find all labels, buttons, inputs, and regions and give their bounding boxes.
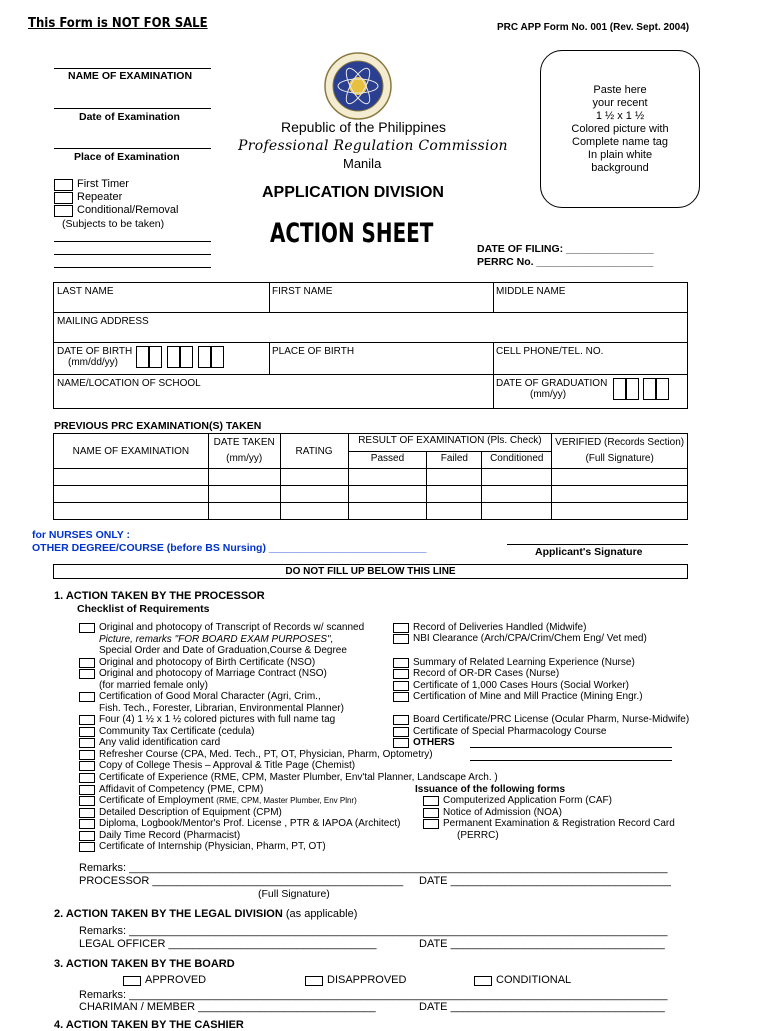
checkbox[interactable] [79, 785, 95, 795]
exam-date-line[interactable] [54, 108, 211, 109]
exam-place-line[interactable] [54, 148, 211, 149]
perrc-number[interactable]: PERRC No. ____________________ [477, 256, 654, 268]
checkbox[interactable] [79, 773, 95, 783]
photo-instruction: Colored picture with [571, 123, 669, 135]
issuance-item[interactable]: Permanent Examination & Registration Record Card (PERRC) [423, 818, 675, 841]
graduation-label: DATE OF GRADUATION [496, 378, 608, 389]
checkbox[interactable] [393, 623, 409, 633]
col-date-taken: DATE TAKEN (mm/yy) [208, 434, 280, 469]
board-date-field[interactable]: DATE ___________________________________ [419, 1001, 665, 1013]
checkbox[interactable] [79, 819, 95, 829]
applicant-signature-label: Applicant's Signature [535, 546, 643, 558]
col-passed: Passed [348, 451, 427, 469]
checkbox[interactable] [79, 796, 95, 806]
school-field[interactable]: NAME/LOCATION OF SCHOOL [57, 378, 201, 389]
table-row[interactable] [54, 469, 688, 486]
legal-heading: 2. ACTION TAKEN BY THE LEGAL DIVISION (as applicable) [54, 908, 358, 920]
checkbox[interactable] [423, 796, 439, 806]
photo-box[interactable] [540, 50, 700, 208]
date-of-filing[interactable]: DATE OF FILING: _______________ [477, 243, 654, 255]
previous-exams-table [53, 433, 688, 520]
processor-remarks[interactable]: Remarks: ________________________________________________________________________________________ [79, 862, 668, 874]
issuance-item[interactable]: Computerized Application Form (CAF) [423, 795, 612, 807]
photo-instruction: Paste here [593, 84, 647, 96]
checklist-item[interactable]: Certificate of 1,000 Cases Hours (Social Worker) [393, 680, 629, 692]
issuance-title: Issuance of the following forms [415, 784, 566, 795]
mailing-address-field[interactable]: MAILING ADDRESS [57, 316, 149, 327]
cashier-heading: 4. ACTION TAKEN BY THE CASHIER [54, 1019, 244, 1031]
dob-digit-boxes[interactable] [136, 346, 224, 368]
conditional-option[interactable]: Conditional/Removal [54, 205, 179, 217]
checkbox[interactable] [393, 692, 409, 702]
checklist-item[interactable]: Original and photocopy of Marriage Contract (NSO) (for married female only) [79, 668, 327, 691]
subject-line-2[interactable] [54, 254, 211, 255]
checklist-item[interactable]: Original and photocopy of Birth Certificate (NSO) [79, 657, 315, 669]
subjects-label: (Subjects to be taken) [62, 218, 165, 230]
signature-line[interactable] [507, 544, 688, 545]
checklist-item[interactable]: Record of OR-DR Cases (Nurse) [393, 668, 559, 680]
legal-date-field[interactable]: DATE ___________________________________ [419, 938, 665, 950]
exam-name-label: NAME OF EXAMINATION [68, 70, 193, 82]
checkbox[interactable] [393, 634, 409, 644]
table-row[interactable] [54, 486, 688, 503]
repeater-option[interactable]: Repeater [54, 192, 122, 204]
first-timer-option[interactable]: First Timer [54, 179, 129, 191]
disapproved-checkbox[interactable] [305, 976, 323, 986]
first-name-field[interactable]: FIRST NAME [272, 286, 333, 297]
graduation-digit-boxes[interactable] [613, 378, 669, 400]
conditional-checkbox[interactable] [54, 205, 73, 217]
checkbox[interactable] [393, 681, 409, 691]
issuance-item[interactable]: Notice of Admission (NOA) [423, 807, 562, 819]
checklist-item[interactable]: Record of Deliveries Handled (Midwife) [393, 622, 586, 634]
col-exam-name: NAME OF EXAMINATION [54, 434, 209, 469]
checklist-item[interactable]: Original and photocopy of Transcript of Records w/ scanned Picture, remarks "FOR BOARD EXAM PURPOSES", Special Order and Date of Graduation,Course & Degree [79, 622, 364, 657]
checklist-item[interactable]: NBI Clearance (Arch/CPA/Crim/Chem Eng/ Vet med) [393, 633, 647, 645]
checklist-item[interactable]: Community Tax Certificate (cedula) [79, 726, 254, 738]
other-degree-field[interactable]: OTHER DEGREE/COURSE (before BS Nursing) ___________________________ [32, 542, 427, 554]
checklist-item[interactable]: Detailed Description of Equipment (CPM) [79, 807, 282, 819]
col-verified: VERIFIED (Records Section) (Full Signature) [552, 434, 688, 469]
checklist-item[interactable]: Refresher Course (CPA, Med. Tech., PT, OT, Physician, Pharm, Optometry) [79, 749, 433, 761]
action-sheet-title: ACTION SHEET [270, 218, 434, 249]
photo-instruction: background [591, 162, 649, 174]
checkbox[interactable] [79, 761, 95, 771]
col-conditioned: Conditioned [482, 451, 552, 469]
subject-line-3[interactable] [54, 267, 211, 268]
col-failed: Failed [427, 451, 482, 469]
approved-checkbox[interactable] [123, 976, 141, 986]
personal-info-box [53, 282, 688, 409]
checklist-item[interactable]: Any valid identification card [79, 737, 220, 749]
checklist-item[interactable]: Certificate of Employment (RME, CPM, Master Plumber, Env Plnr) [79, 795, 357, 807]
checklist-item[interactable]: Certification of Good Moral Character (Agri, Crim., Fish. Tech., Forester, Librarian, Environmental Planner) [79, 691, 344, 714]
checkbox[interactable] [79, 750, 95, 760]
board-heading: 3. ACTION TAKEN BY THE BOARD [54, 958, 235, 970]
conditional-board-checkbox[interactable] [474, 976, 492, 986]
division-label: APPLICATION DIVISION [262, 184, 444, 201]
legal-remarks[interactable]: Remarks: ________________________________________________________________________________________ [79, 925, 668, 937]
not-for-sale-notice: This Form is NOT FOR SALE [28, 16, 208, 31]
checklist-item[interactable]: Board Certificate/PRC License (Ocular Pharm, Nurse-Midwife) [393, 714, 689, 726]
last-name-field[interactable]: LAST NAME [57, 286, 114, 297]
board-member-field[interactable]: CHARIMAN / MEMBER _____________________________ [79, 1001, 376, 1013]
checkbox[interactable] [79, 727, 95, 737]
checkbox[interactable] [79, 808, 95, 818]
checkbox[interactable] [79, 623, 95, 633]
checkbox[interactable] [79, 738, 95, 748]
approved-option[interactable]: APPROVED [123, 975, 206, 987]
checkbox[interactable] [393, 727, 409, 737]
prc-seal [323, 51, 393, 121]
col-result: RESULT OF EXAMINATION (Pls. Check) [348, 434, 552, 452]
disapproved-option[interactable]: DISAPPROVED [305, 975, 406, 987]
checkbox[interactable] [393, 658, 409, 668]
checklist-item[interactable]: Certificate of Special Pharmacology Course [393, 726, 606, 738]
checklist-item[interactable]: Copy of College Thesis – Approval & Title Page (Chemist) [79, 760, 355, 772]
conditional-board-option[interactable]: CONDITIONAL [474, 975, 571, 987]
checklist-item[interactable]: Affidavit of Competency (PME, CPM) [79, 784, 263, 796]
graduation-format: (mm/yy) [530, 389, 567, 400]
checkbox[interactable] [423, 808, 439, 818]
previous-exams-title: PREVIOUS PRC EXAMINATION(S) TAKEN [54, 420, 262, 432]
checklist-item[interactable]: Certification of Mine and Mill Practice (Mining Engr.) [393, 691, 643, 703]
place-of-birth-field[interactable]: PLACE OF BIRTH [272, 346, 355, 357]
processor-date-field[interactable]: DATE ____________________________________ [419, 875, 671, 887]
checkbox[interactable] [79, 669, 95, 679]
others-line-1[interactable] [470, 747, 672, 748]
others-line-2[interactable] [470, 760, 672, 761]
exam-place-label: Place of Examination [74, 151, 180, 163]
full-signature-label: (Full Signature) [258, 888, 330, 900]
republic-label: Republic of the Philippines [281, 119, 446, 135]
checkbox[interactable] [79, 658, 95, 668]
photo-instruction: Complete name tag [572, 136, 668, 148]
checkbox[interactable] [393, 738, 409, 748]
checkbox[interactable] [79, 831, 95, 841]
checklist-item[interactable]: Diploma, Logbook/Mentor's Prof. License , PTR & IAPOA (Architect) [79, 818, 400, 830]
repeater-checkbox[interactable] [54, 192, 73, 204]
table-row[interactable] [54, 503, 688, 520]
checklist-item[interactable]: Certificate of Experience (RME, CPM, Master Plumber, Env'tal Planner, Landscape Arch. ) [79, 772, 498, 784]
exam-date-label: Date of Examination [79, 111, 180, 123]
checkbox[interactable] [79, 692, 95, 702]
checklist-item[interactable]: Four (4) 1 ½ x 1 ½ colored pictures with full name tag [79, 714, 335, 726]
city-label: Manila [343, 156, 382, 171]
nurses-only-label: for NURSES ONLY : [32, 529, 131, 541]
checkbox[interactable] [393, 715, 409, 725]
photo-instruction: In plain white [587, 149, 653, 161]
form-number: PRC APP Form No. 001 (Rev. Sept. 2004) [497, 22, 690, 33]
exam-name-line[interactable] [54, 68, 211, 69]
checklist-item[interactable]: Daily Time Record (Pharmacist) [79, 830, 240, 842]
dob-format: (mm/dd/yy) [68, 357, 118, 368]
middle-name-field[interactable]: MIDDLE NAME [496, 286, 566, 297]
photo-instruction: 1 ½ x 1 ½ [595, 110, 645, 122]
cell-phone-field[interactable]: CELL PHONE/TEL. NO. [496, 346, 604, 357]
checkbox[interactable] [79, 842, 95, 852]
first-timer-checkbox[interactable] [54, 179, 73, 191]
processor-heading: 1. ACTION TAKEN BY THE PROCESSOR [54, 590, 265, 602]
subject-line-1[interactable] [54, 241, 211, 242]
checkbox[interactable] [393, 669, 409, 679]
do-not-fill-banner: DO NOT FILL UP BELOW THIS LINE [53, 564, 688, 579]
processor-signature-field[interactable]: PROCESSOR _________________________________________ [79, 875, 404, 887]
commission-name: Professional Regulation Commission [238, 138, 508, 154]
photo-instruction: your recent [592, 97, 648, 109]
board-remarks[interactable]: Remarks: ________________________________________________________________________________________ [79, 989, 668, 1001]
legal-officer-field[interactable]: LEGAL OFFICER __________________________________ [79, 938, 377, 950]
checkbox[interactable] [423, 819, 439, 829]
col-rating: RATING [280, 434, 348, 469]
checklist-title: Checklist of Requirements [77, 603, 210, 615]
checklist-item[interactable]: Summary of Related Learning Experience (Nurse) [393, 657, 635, 669]
checklist-item[interactable]: Certificate of Internship (Physician, Pharm, PT, OT) [79, 841, 326, 853]
dob-label: DATE OF BIRTH [57, 346, 133, 357]
checkbox[interactable] [79, 715, 95, 725]
checklist-item-others[interactable]: OTHERS [393, 737, 455, 749]
